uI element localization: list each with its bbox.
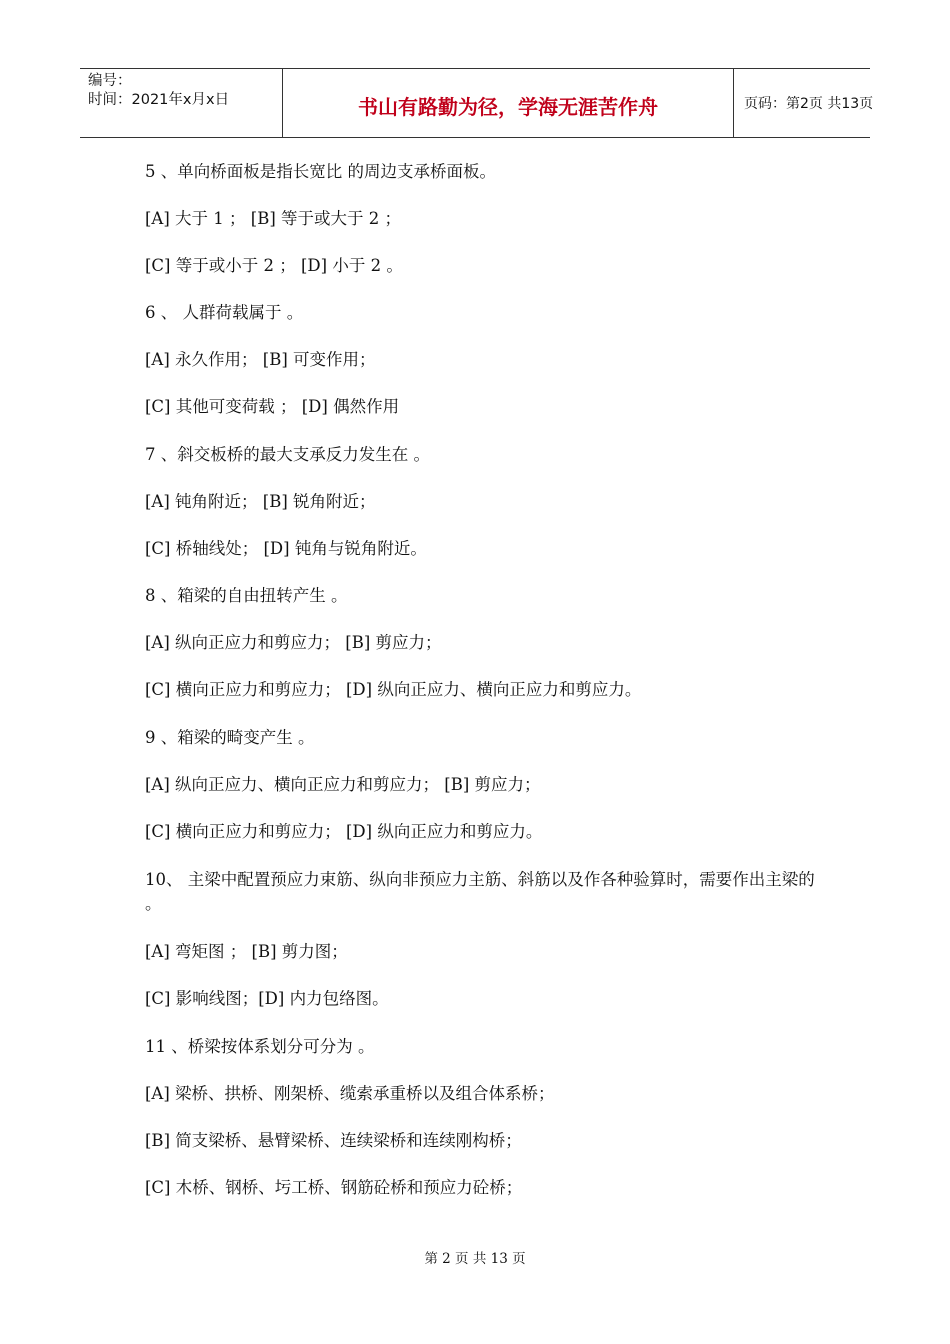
header-meta [80, 69, 282, 137]
number-label: 编号： [88, 73, 132, 89]
time-label: 时间：2021年x月x日 [88, 92, 230, 108]
page-header [80, 68, 874, 138]
option-line: [C] 横向正应力和剪应力； [D] 纵向正应力和剪应力。 [145, 822, 543, 841]
question-9: 9 、箱梁的畸变产生 。 [145, 728, 315, 747]
option-line: [A] 钝角附近； [B] 锐角附近； [145, 492, 376, 511]
option-line: [B] 简支梁桥、悬臂梁桥、连续梁桥和连续刚构桥； [145, 1131, 522, 1150]
option-line: [A] 永久作用； [B] 可变作用； [145, 350, 376, 369]
option-line: [C] 等于或小于 2 ； [D] 小于 2 。 [145, 256, 403, 275]
question-6: 6 、 人群荷载属于 。 [145, 303, 304, 322]
option-line: [C] 其他可变荷载 ； [D] 偶然作用 [145, 397, 400, 416]
question-8: 8 、箱梁的自由扭转产生 。 [145, 586, 348, 605]
page-footer: 第 2 页 共 13 页 [424, 1251, 526, 1267]
option-line: [A] 梁桥、拱桥、刚架桥、缆索承重桥以及组合体系桥； [145, 1084, 555, 1103]
option-line: [C] 木桥、钢桥、圬工桥、钢筋砼桥和预应力砼桥； [145, 1178, 523, 1197]
option-line: [A] 弯矩图 ； [B] 剪力图； [145, 942, 348, 961]
option-line: [C] 桥轴线处； [D] 钝角与锐角附近。 [145, 539, 427, 558]
question-10: 10、 主梁中配置预应力束筋、纵向非预应力主筋、斜筋以及作各种验算时，需要作出主梁的 。 [145, 870, 815, 913]
option-line: [A] 纵向正应力、横向正应力和剪应力； [B] 剪应力； [145, 775, 541, 794]
option-line: [A] 纵向正应力和剪应力； [B] 剪应力； [145, 633, 442, 652]
option-line: [A] 大于 1 ； [B] 等于或大于 2 ； [145, 209, 401, 228]
question-11: 11 、桥梁按体系划分可分为 。 [145, 1037, 375, 1056]
page-info: 页码：第2页 共13页 [744, 96, 874, 112]
motto: 书山有路勤为径，学海无涯苦作舟 [282, 69, 734, 137]
option-line: [C] 影响线图；[D] 内力包络图。 [145, 989, 389, 1008]
question-5: 5 、单向桥面板是指长宽比 的周边支承桥面板。 [145, 162, 496, 181]
question-7: 7 、斜交板桥的最大支承反力发生在 。 [145, 445, 430, 464]
option-line: [C] 横向正应力和剪应力； [D] 纵向正应力、横向正应力和剪应力。 [145, 680, 642, 699]
